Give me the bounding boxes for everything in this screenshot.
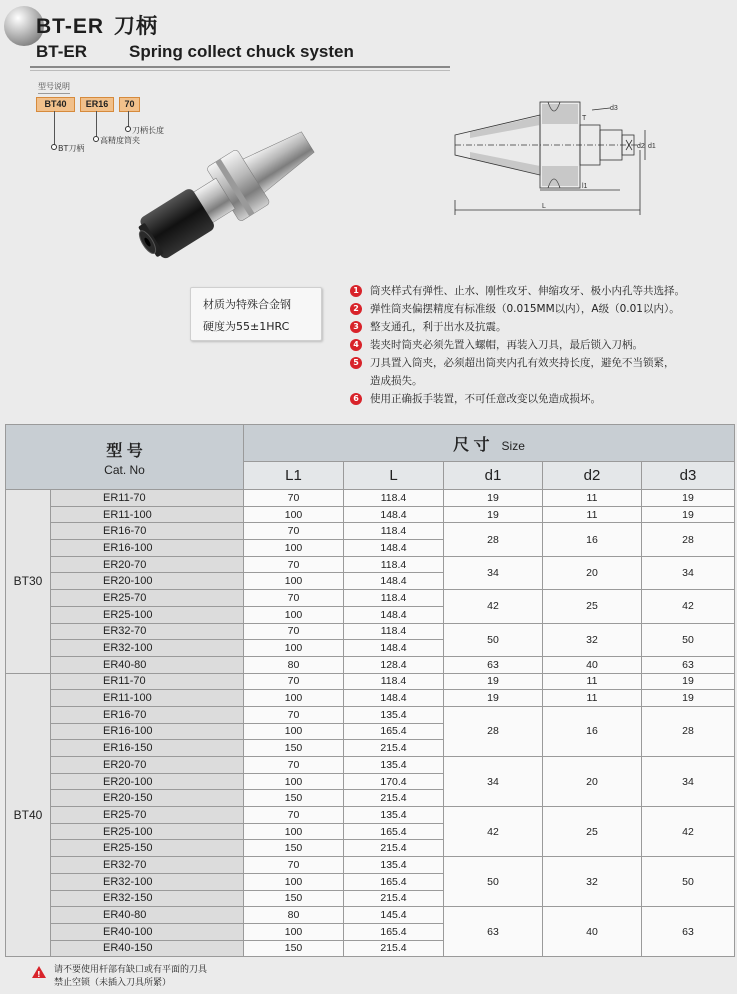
cell-l: 145.4 bbox=[344, 907, 444, 924]
legend-box-bt40: BT40 bbox=[36, 97, 75, 112]
cell-l: 118.4 bbox=[344, 523, 444, 540]
table-row bbox=[6, 907, 735, 924]
cell-d3: 34 bbox=[642, 757, 735, 807]
cell-l1: 150 bbox=[244, 790, 344, 807]
spec-table bbox=[5, 424, 735, 957]
cell-l1: 100 bbox=[244, 823, 344, 840]
cell-l1: 100 bbox=[244, 873, 344, 890]
cell-d1: 63 bbox=[444, 907, 543, 957]
cell-d3: 50 bbox=[642, 623, 735, 656]
cell-d3: 19 bbox=[642, 506, 735, 523]
title-divider-thin bbox=[30, 70, 450, 71]
note-item: 1 筒夹样式有弹性、止水、刚性攻牙、伸缩攻牙、极小内孔等共选择。 bbox=[348, 282, 733, 300]
page-title: BT-ER 刀柄 bbox=[36, 14, 158, 38]
cell-d1: 34 bbox=[444, 757, 543, 807]
cell-l: 118.4 bbox=[344, 556, 444, 573]
cell-d3: 63 bbox=[642, 907, 735, 957]
cell-l1: 70 bbox=[244, 757, 344, 774]
cell-l1: 100 bbox=[244, 773, 344, 790]
note-item: 4 装夹时筒夹必须先置入螺帽，再装入刀具，最后锁入刀柄。 bbox=[348, 336, 733, 354]
cell-l1: 150 bbox=[244, 890, 344, 907]
cell-d1: 28 bbox=[444, 523, 543, 556]
cell-d2: 20 bbox=[543, 556, 642, 589]
cell-d3: 19 bbox=[642, 490, 735, 507]
cell-l: 118.4 bbox=[344, 490, 444, 507]
warning-icon: ! bbox=[32, 966, 46, 978]
warning-line-2: 禁止空锁（未插入刀具所紧） bbox=[54, 978, 172, 988]
cell-l: 135.4 bbox=[344, 857, 444, 874]
table-row bbox=[6, 490, 735, 507]
hardness-line: 硬度为55±1HRC bbox=[203, 320, 290, 333]
cell-d1: 50 bbox=[444, 623, 543, 656]
legend-leader-2 bbox=[96, 111, 97, 137]
cell-l1: 80 bbox=[244, 656, 344, 673]
cell-l: 148.4 bbox=[344, 506, 444, 523]
cell-d1: 19 bbox=[444, 506, 543, 523]
cell-d3: 19 bbox=[642, 673, 735, 690]
cell-l1: 150 bbox=[244, 840, 344, 857]
model-name-cell: ER16-100 bbox=[51, 540, 244, 557]
cell-l: 148.4 bbox=[344, 640, 444, 657]
cell-l1: 100 bbox=[244, 506, 344, 523]
col-header-l: L bbox=[344, 462, 444, 490]
model-name-cell: ER11-100 bbox=[51, 506, 244, 523]
cell-d1: 19 bbox=[444, 490, 543, 507]
legend-box-70: 70 bbox=[119, 97, 140, 112]
cell-l: 215.4 bbox=[344, 740, 444, 757]
cell-d2: 11 bbox=[543, 690, 642, 707]
model-name-cell: ER25-100 bbox=[51, 823, 244, 840]
model-name-cell: ER25-70 bbox=[51, 590, 244, 607]
cell-l: 215.4 bbox=[344, 890, 444, 907]
cell-d1: 19 bbox=[444, 690, 543, 707]
note-item-continued: 造成损失。 bbox=[370, 375, 423, 387]
group-label: BT40 bbox=[6, 673, 51, 957]
model-name-cell: ER20-100 bbox=[51, 573, 244, 590]
group-label: BT30 bbox=[6, 490, 51, 674]
model-name-cell: ER11-100 bbox=[51, 690, 244, 707]
cell-l: 148.4 bbox=[344, 540, 444, 557]
drawing-label-t: T bbox=[582, 115, 587, 122]
cell-d3: 42 bbox=[642, 590, 735, 623]
model-name-cell: ER20-100 bbox=[51, 773, 244, 790]
cell-l: 148.4 bbox=[344, 690, 444, 707]
warning-note bbox=[32, 964, 354, 990]
drawing-label-d2: d2 bbox=[637, 143, 645, 150]
model-name-cell: ER32-70 bbox=[51, 857, 244, 874]
cell-l1: 100 bbox=[244, 690, 344, 707]
cell-l: 118.4 bbox=[344, 673, 444, 690]
model-name-cell: ER20-150 bbox=[51, 790, 244, 807]
cell-l1: 70 bbox=[244, 673, 344, 690]
table-row bbox=[6, 590, 735, 607]
drawing-label-l1: l1 bbox=[582, 183, 588, 190]
cell-l: 165.4 bbox=[344, 873, 444, 890]
cell-d1: 42 bbox=[444, 590, 543, 623]
cell-l: 148.4 bbox=[344, 606, 444, 623]
cell-d1: 42 bbox=[444, 807, 543, 857]
table-row bbox=[6, 690, 735, 707]
table-row bbox=[6, 673, 735, 690]
cell-d2: 20 bbox=[543, 757, 642, 807]
cell-l: 215.4 bbox=[344, 840, 444, 857]
model-name-cell: ER25-150 bbox=[51, 840, 244, 857]
technical-drawing bbox=[450, 90, 700, 220]
model-name-cell: ER32-100 bbox=[51, 873, 244, 890]
legend-desc-bt: BT刀柄 bbox=[58, 144, 85, 153]
model-name-cell: ER32-100 bbox=[51, 640, 244, 657]
cell-l1: 70 bbox=[244, 523, 344, 540]
cell-l1: 70 bbox=[244, 857, 344, 874]
table-row bbox=[6, 506, 735, 523]
col-header-l1: L1 bbox=[244, 462, 344, 490]
cell-d2: 11 bbox=[543, 506, 642, 523]
table-row bbox=[6, 523, 735, 540]
model-name-cell: ER20-70 bbox=[51, 556, 244, 573]
note-item: 5 刀具置入筒夹，必须超出筒夹内孔有效夹持长度，避免不当锁紧， bbox=[348, 354, 733, 372]
material-line: 材质为特殊合金钢 bbox=[203, 298, 291, 311]
cell-d2: 25 bbox=[543, 590, 642, 623]
cell-d2: 40 bbox=[543, 907, 642, 957]
cell-d2: 40 bbox=[543, 656, 642, 673]
cell-l: 118.4 bbox=[344, 590, 444, 607]
table-row bbox=[6, 556, 735, 573]
table-row bbox=[6, 656, 735, 673]
cell-l: 165.4 bbox=[344, 823, 444, 840]
tool-holder-image bbox=[108, 105, 338, 280]
legend-dot-2 bbox=[93, 136, 99, 142]
model-name-cell: ER40-80 bbox=[51, 907, 244, 924]
table-row bbox=[6, 623, 735, 640]
legend-desc-collet: 高精度筒夹 bbox=[100, 136, 140, 145]
cell-l1: 100 bbox=[244, 723, 344, 740]
cell-d1: 28 bbox=[444, 706, 543, 756]
cell-d2: 25 bbox=[543, 807, 642, 857]
model-name-cell: ER16-70 bbox=[51, 523, 244, 540]
cell-l1: 70 bbox=[244, 623, 344, 640]
cell-d3: 42 bbox=[642, 807, 735, 857]
cell-d2: 32 bbox=[543, 857, 642, 907]
table-row bbox=[6, 857, 735, 874]
legend-leader-1 bbox=[54, 111, 55, 145]
cell-d3: 50 bbox=[642, 857, 735, 907]
cell-d3: 28 bbox=[642, 706, 735, 756]
drawing-label-d1: d1 bbox=[648, 143, 656, 150]
cell-d2: 32 bbox=[543, 623, 642, 656]
drawing-label-d3: d3 bbox=[610, 105, 618, 112]
table-row bbox=[6, 807, 735, 824]
model-name-cell: ER16-150 bbox=[51, 740, 244, 757]
cell-l: 135.4 bbox=[344, 706, 444, 723]
cell-d3: 63 bbox=[642, 656, 735, 673]
model-name-cell: ER16-70 bbox=[51, 706, 244, 723]
cell-l: 215.4 bbox=[344, 790, 444, 807]
cell-l: 170.4 bbox=[344, 773, 444, 790]
cell-d2: 11 bbox=[543, 490, 642, 507]
cell-l: 135.4 bbox=[344, 757, 444, 774]
note-item: 2 弹性筒夹偏摆精度有标准级（0.015MM以内），A级（0.01以内）。 bbox=[348, 300, 733, 318]
col-header-d1: d1 bbox=[444, 462, 543, 490]
cell-d3: 28 bbox=[642, 523, 735, 556]
warning-line-1: 请不要使用杆部有缺口或有平面的刀具 bbox=[54, 965, 208, 975]
cell-l1: 70 bbox=[244, 706, 344, 723]
cell-d1: 63 bbox=[444, 656, 543, 673]
model-name-cell: ER25-70 bbox=[51, 807, 244, 824]
cell-l1: 70 bbox=[244, 556, 344, 573]
cell-l: 165.4 bbox=[344, 923, 444, 940]
cell-d3: 34 bbox=[642, 556, 735, 589]
cell-l1: 100 bbox=[244, 923, 344, 940]
cell-l1: 100 bbox=[244, 573, 344, 590]
drawing-label-l: L bbox=[542, 203, 546, 210]
cell-d2: 11 bbox=[543, 673, 642, 690]
cell-d3: 19 bbox=[642, 690, 735, 707]
legend-dot-1 bbox=[51, 144, 57, 150]
cell-l1: 150 bbox=[244, 740, 344, 757]
table-row bbox=[6, 706, 735, 723]
cell-d1: 50 bbox=[444, 857, 543, 907]
legend-box-er16: ER16 bbox=[80, 97, 114, 112]
cell-l1: 150 bbox=[244, 940, 344, 957]
model-name-cell: ER40-150 bbox=[51, 940, 244, 957]
cell-l: 118.4 bbox=[344, 623, 444, 640]
cell-l: 148.4 bbox=[344, 573, 444, 590]
cell-l: 165.4 bbox=[344, 723, 444, 740]
model-name-cell: ER40-80 bbox=[51, 656, 244, 673]
cell-l1: 80 bbox=[244, 907, 344, 924]
size-header: 尺 寸 Size bbox=[244, 425, 735, 462]
model-name-cell: ER11-70 bbox=[51, 673, 244, 690]
model-name-cell: ER25-100 bbox=[51, 606, 244, 623]
material-info-box bbox=[190, 287, 322, 341]
model-name-cell: ER40-100 bbox=[51, 923, 244, 940]
table-row bbox=[6, 757, 735, 774]
note-item: 6 使用正确扳手装置，不可任意改变以免造成损坏。 bbox=[348, 390, 733, 408]
cat-no-header: 型 号 Cat. No bbox=[6, 425, 244, 490]
col-header-d3: d3 bbox=[642, 462, 735, 490]
model-name-cell: ER11-70 bbox=[51, 490, 244, 507]
feature-notes bbox=[348, 282, 733, 408]
model-legend-label: 型号说明 bbox=[38, 81, 70, 94]
cell-l1: 70 bbox=[244, 807, 344, 824]
cell-l1: 100 bbox=[244, 640, 344, 657]
model-name-cell: ER20-70 bbox=[51, 757, 244, 774]
title-divider bbox=[30, 66, 450, 68]
legend-desc-length: 刀柄长度 bbox=[132, 126, 164, 135]
page-subtitle: BT-ER Spring collect chuck systen bbox=[36, 42, 354, 61]
cell-d1: 19 bbox=[444, 673, 543, 690]
cell-d1: 34 bbox=[444, 556, 543, 589]
cell-l: 215.4 bbox=[344, 940, 444, 957]
col-header-d2: d2 bbox=[543, 462, 642, 490]
cell-l: 128.4 bbox=[344, 656, 444, 673]
cell-d2: 16 bbox=[543, 523, 642, 556]
cell-d2: 16 bbox=[543, 706, 642, 756]
cell-l1: 100 bbox=[244, 540, 344, 557]
cell-l1: 100 bbox=[244, 606, 344, 623]
note-item: 3 整支通孔，利于出水及抗震。 bbox=[348, 318, 733, 336]
cell-l1: 70 bbox=[244, 490, 344, 507]
model-name-cell: ER32-150 bbox=[51, 890, 244, 907]
cell-l: 135.4 bbox=[344, 807, 444, 824]
cell-l1: 70 bbox=[244, 590, 344, 607]
model-name-cell: ER32-70 bbox=[51, 623, 244, 640]
model-name-cell: ER16-100 bbox=[51, 723, 244, 740]
